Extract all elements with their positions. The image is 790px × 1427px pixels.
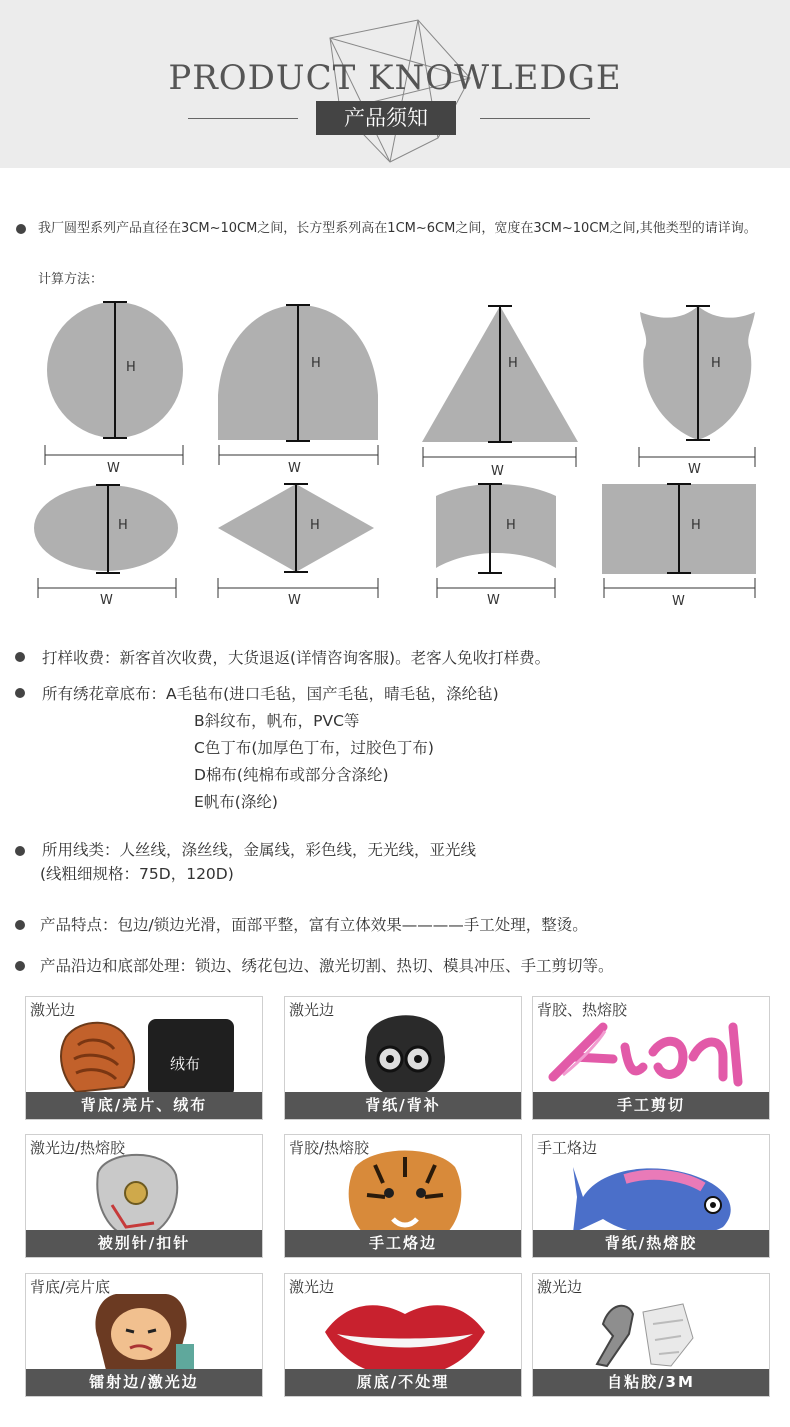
gallery-caption: 自粘胶/3M [533,1369,769,1396]
base-fabric-d: D棉布(纯棉布或部分含涤纶) [194,766,389,784]
gallery-item [25,1273,263,1397]
gallery-tag: 激光边 [30,1001,76,1019]
gallery-caption: 背底/亮片、绒布 [26,1092,262,1119]
gallery-tag: 激光边 [289,1278,335,1296]
width-label: W [100,593,113,608]
base-fabric-c: C色丁布(加厚色丁布，过胶色丁布) [194,739,434,757]
bullet-dot [15,846,25,856]
gallery-caption: 镭射边/激光边 [26,1369,262,1396]
height-label: H [691,518,701,533]
gallery-item [532,996,770,1120]
features-note: 产品特点：包边/锁边光滑，面部平整，富有立体效果————手工处理，整烫。 [40,916,588,934]
height-label: H [118,518,128,533]
gallery-caption: 手工剪切 [533,1092,769,1119]
gallery-item [284,1273,522,1397]
intro-text: 我厂圆型系列产品直径在3CM~10CM之间，长方型系列高在1CM~6CM之间，宽度在3CM~10CM之间,其他类型的请详询。 [38,221,757,236]
gallery-tag: 手工烙边 [537,1139,598,1157]
gallery-tag: 背底/亮片底 [30,1278,111,1296]
thread-spec: (线粗细规格：75D，120D) [40,865,234,883]
edge-note: 产品沿边和底部处理：锁边、绣花包边、激光切割、热切、模具冲压、手工剪切等。 [40,957,614,975]
shape-silhouettes [34,302,756,574]
calc-label: 计算方法： [38,272,104,287]
base-fabric-b: B斜纹布，帆布，PVC等 [194,712,360,730]
base-fabric-e: E帆布(涤纶) [194,793,278,811]
width-label: W [107,461,120,476]
shape-measurement-diagram [0,290,790,610]
height-label: H [126,360,136,375]
header-title-en: PRODUCT KNOWLEDGE [168,58,622,98]
gallery-item [532,1134,770,1258]
gallery-caption: 背纸/热熔胶 [533,1230,769,1257]
gallery-item [25,1134,263,1258]
gallery-item [25,996,263,1120]
height-label: H [508,356,518,371]
height-label: H [310,518,320,533]
gallery-item [284,996,522,1120]
gallery-tag: 激光边/热熔胶 [30,1139,126,1157]
gallery-tag: 背胶/热熔胶 [289,1139,370,1157]
header-title-cn: 产品须知 [316,101,456,135]
gallery-item [532,1273,770,1397]
gallery-caption: 原底/不处理 [285,1369,521,1396]
gallery-tag: 激光边 [537,1278,583,1296]
header-rule-right [480,118,590,119]
height-label: H [711,356,721,371]
width-label: W [688,462,701,477]
width-label: W [288,593,301,608]
header-rule-left [188,118,298,119]
thread-note: 所用线类：人丝线，涤丝线，金属线，彩色线，无光线，亚光线 [42,841,477,859]
curved-banner-shape [436,484,556,568]
gallery-tag: 背胶、热熔胶 [537,1001,628,1019]
gallery-caption: 背纸/背补 [285,1092,521,1119]
width-label: W [672,594,685,609]
width-label: W [288,461,301,476]
gallery-tag: 激光边 [289,1001,335,1019]
bullet-dot [15,652,25,662]
gallery-caption: 被别针/扣针 [26,1230,262,1257]
base-fabric-note: 所有绣花章底布：A毛毡布(进口毛毡，国产毛毡，晴毛毡，涤纶毡) [42,685,499,703]
bullet-dot [16,224,26,234]
oval-shape [34,485,178,571]
bullet-dot [15,920,25,930]
bullet-dot [15,688,25,698]
gallery-caption: 手工烙边 [285,1230,521,1257]
width-label: W [491,464,504,479]
gallery-inner-label: 绒布 [170,1055,201,1073]
sample-fee-note: 打样收费：新客首次收费，大货退返(详情咨询客服)。老客人免收打样费。 [42,649,551,667]
width-label: W [487,593,500,608]
header-banner [0,0,790,168]
bullet-dot [15,961,25,971]
height-label: H [311,356,321,371]
height-label: H [506,518,516,533]
gallery-item [284,1134,522,1258]
